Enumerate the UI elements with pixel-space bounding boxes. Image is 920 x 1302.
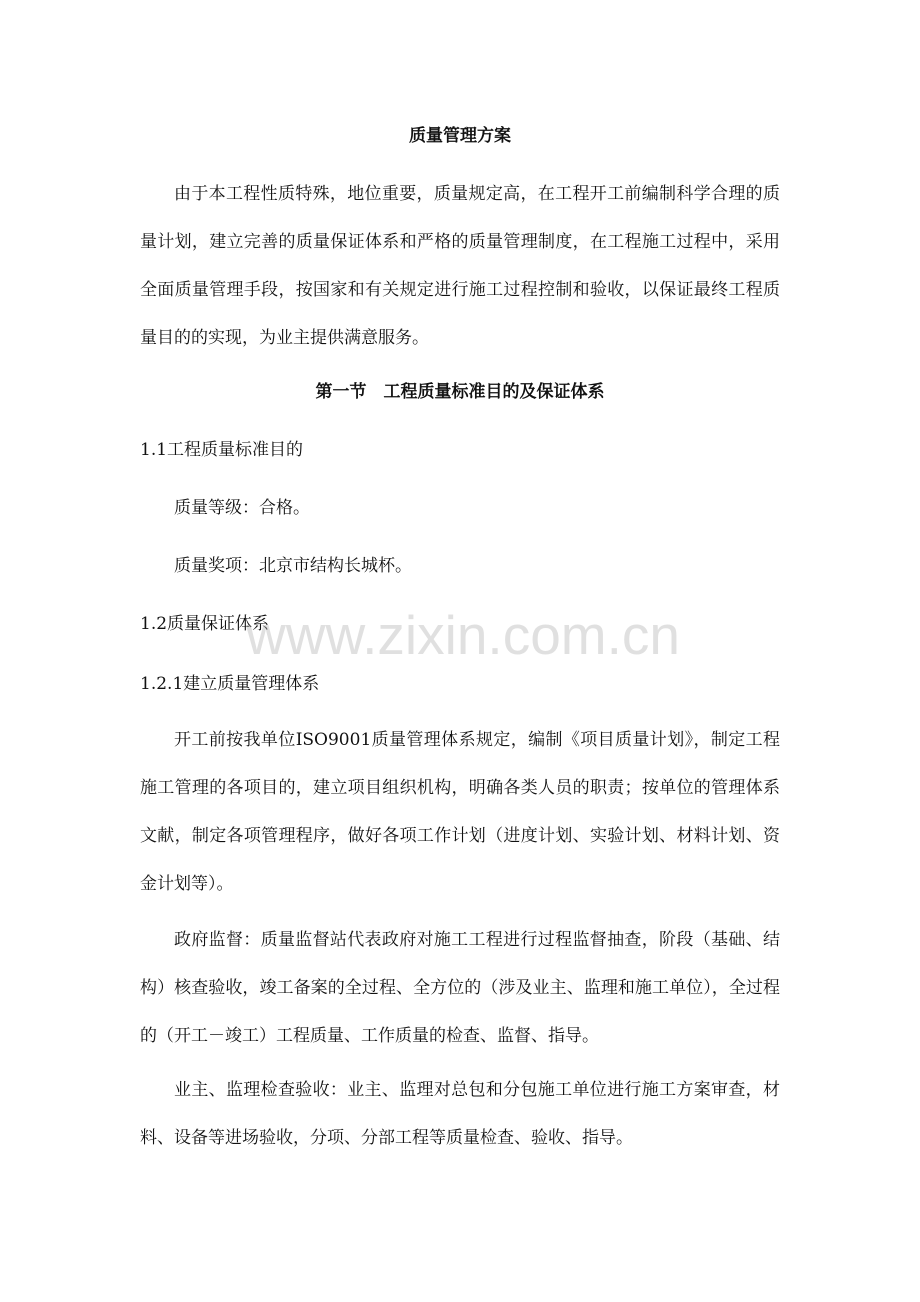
intro-paragraph: 由于本工程性质特殊，地位重要，质量规定高，在工程开工前编制科学合理的质量计划，建立完善的质量保证体系和严格的质量管理制度，在工程施工过程中，采用全面质量管理手段，按国家和有关规定进行施工过程控制和验收，以保证最终工程质量目的的实现，为业主提供满意服务。: [140, 184, 780, 348]
watermark-text: www.zixin.com.cn: [246, 604, 680, 666]
heading-1-1: 1.1工程质量标准目的: [140, 440, 304, 460]
owner-inspection-paragraph: 业主、监理检查验收：业主、监理对总包和分包施工单位进行施工方案审查，材料、设备等进场验收，分项、分部工程等质量检查、验收、指导。: [140, 1080, 780, 1148]
document-title: 质量管理方案: [409, 126, 511, 146]
quality-system-paragraph: 开工前按我单位ISO9001质量管理体系规定，编制《项目质量计划》，制定工程施工管理的各项目的，建立项目组织机构，明确各类人员的职责；按单位的管理体系文献，制定各项管理程序，做好各项工作计划（进度计划、实验计划、材料计划、资金计划等）。: [140, 730, 780, 894]
heading-1-2: 1.2质量保证体系: [140, 614, 270, 634]
government-supervision-paragraph: 政府监督：质量监督站代表政府对施工工程进行过程监督抽查，阶段（基础、结构）核查验收，竣工备案的全过程、全方位的（涉及业主、监理和施工单位），全过程的（开工－竣工）工程质量、工作质量的检查、监督、指导。: [140, 930, 780, 1046]
section-1-title: 第一节 工程质量标准目的及保证体系: [315, 382, 605, 402]
quality-award-line: 质量奖项：北京市结构长城杯。: [174, 556, 412, 576]
heading-1-2-1: 1.2.1建立质量管理体系: [140, 674, 320, 694]
quality-grade-line: 质量等级：合格。: [174, 498, 310, 518]
